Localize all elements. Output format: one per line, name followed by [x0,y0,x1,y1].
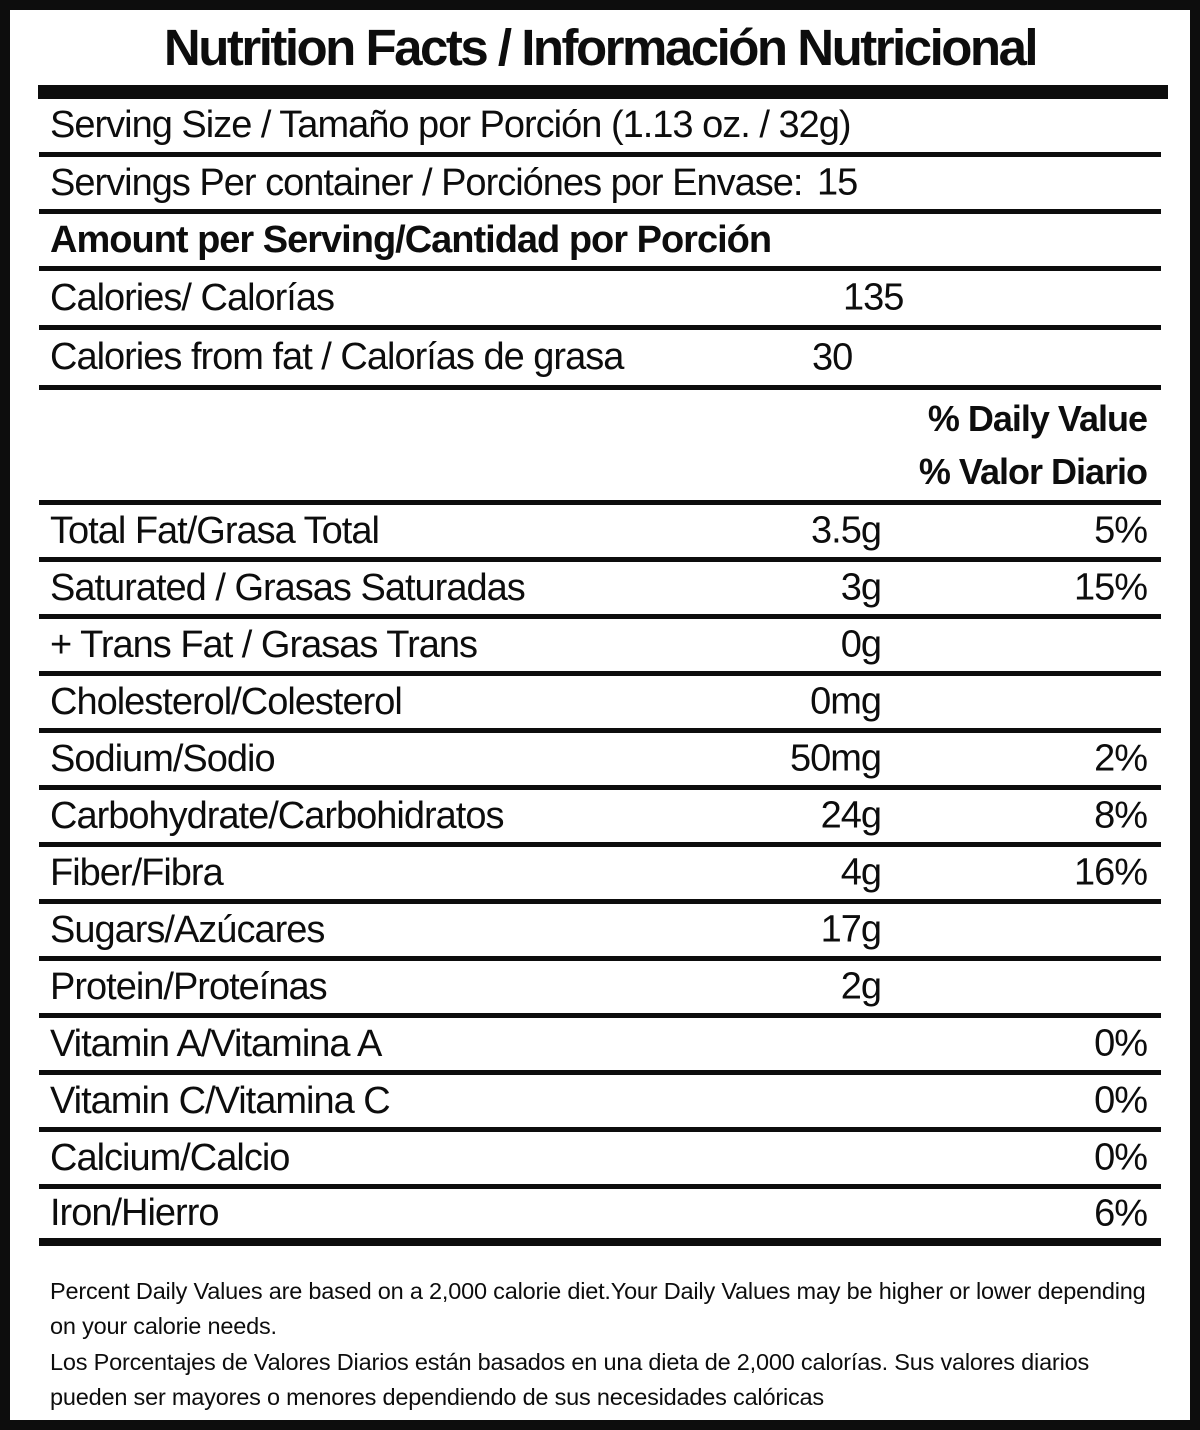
nutrient-amount: 3g [840,566,881,609]
serving-size-label: Serving Size / Tamaño por Porción (1.13 oz. / 32g) [50,104,851,146]
nutrient-row [39,676,1161,733]
nutrient-daily-value: 0% [1094,1022,1147,1065]
nutrient-daily-value: 0% [1094,1079,1147,1122]
nutrient-daily-value: 6% [1094,1192,1147,1234]
nutrient-row [39,505,1161,562]
calories-label: Calories/ Calorías [50,276,334,319]
footnote-english: Percent Daily Values are based on a 2,000 calorie diet.Your Daily Values may be higher or lower depending on your calorie needs. [50,1278,1146,1340]
calories-from-fat-row [39,330,1161,390]
nutrient-label: Protein/Proteínas [50,965,327,1008]
nutrient-label: Vitamin C/Vitamina C [50,1079,390,1122]
nutrient-daily-value: 2% [1094,737,1147,780]
serving-size-row [39,99,1161,157]
nutrient-amount: 4g [840,851,881,894]
nutrient-daily-value: 15% [1073,566,1147,609]
nutrient-label: Vitamin A/Vitamina A [50,1022,382,1065]
nutrient-row [39,961,1161,1018]
nutrient-label: Calcium/Calcio [50,1136,290,1179]
nutrient-row [39,1075,1161,1132]
nutrient-amount: 0g [840,623,881,666]
nutrient-label: Iron/Hierro [50,1192,219,1234]
nutrient-rows [39,505,1161,1246]
nutrient-row [39,1132,1161,1189]
nutrient-row [39,1018,1161,1075]
servings-per-container-label: Servings Per container / Porciónes por Envase: [50,161,803,204]
nutrient-amount: 24g [820,794,881,837]
label-title: Nutrition Facts / Información Nutricional [163,19,1037,76]
title-thick-rule [38,85,1168,99]
nutrient-row [39,790,1161,847]
nutrient-label: Sugars/Azúcares [50,908,325,951]
nutrient-row [39,847,1161,904]
daily-value-header-es: % Valor Diario [918,451,1147,492]
servings-per-container-row [39,157,1161,214]
nutrient-daily-value: 16% [1073,851,1147,894]
calories-from-fat-label: Calories from fat / Calorías de grasa [50,336,624,378]
nutrient-amount: 50mg [789,737,881,780]
daily-value-header [39,390,1161,505]
nutrient-amount: 17g [820,908,881,951]
nutrient-daily-value: 8% [1094,794,1147,837]
footnote-spanish: Los Porcentajes de Valores Diarios están basados en una dieta de 2,000 calorías. Sus valores diarios pueden ser mayores o menores dependiendo de sus necesidades calóricas [50,1348,1090,1410]
nutrient-label: + Trans Fat / Grasas Trans [50,623,477,666]
daily-value-header-en: % Daily Value [927,398,1147,439]
nutrient-row [39,562,1161,619]
nutrient-label: Cholesterol/Colesterol [50,680,402,723]
nutrient-row [39,904,1161,961]
nutrient-label: Total Fat/Grasa Total [50,509,379,552]
amount-per-serving-heading-row [39,214,1161,271]
nutrient-row [39,619,1161,676]
nutrient-row [39,1189,1161,1246]
label-rows [39,99,1161,1246]
nutrient-amount: 3.5g [811,509,881,552]
nutrient-label: Carbohydrate/Carbohidratos [50,794,504,837]
nutrient-label: Saturated / Grasas Saturadas [50,566,525,609]
nutrient-amount: 2g [840,965,881,1008]
servings-per-container-value: 15 [817,161,858,204]
nutrient-label: Fiber/Fibra [50,851,223,894]
nutrient-amount: 0mg [810,680,881,723]
nutrient-daily-value: 5% [1094,509,1147,552]
nutrient-daily-value: 0% [1094,1136,1147,1179]
calories-from-fat-value: 30 [812,336,853,378]
nutrient-row [39,733,1161,790]
calories-row [39,271,1161,330]
amount-per-serving-heading: Amount per Serving/Cantidad por Porción [50,218,772,261]
calories-value: 135 [843,276,904,319]
footnote [50,1274,1160,1415]
nutrient-label: Sodium/Sodio [50,737,275,780]
